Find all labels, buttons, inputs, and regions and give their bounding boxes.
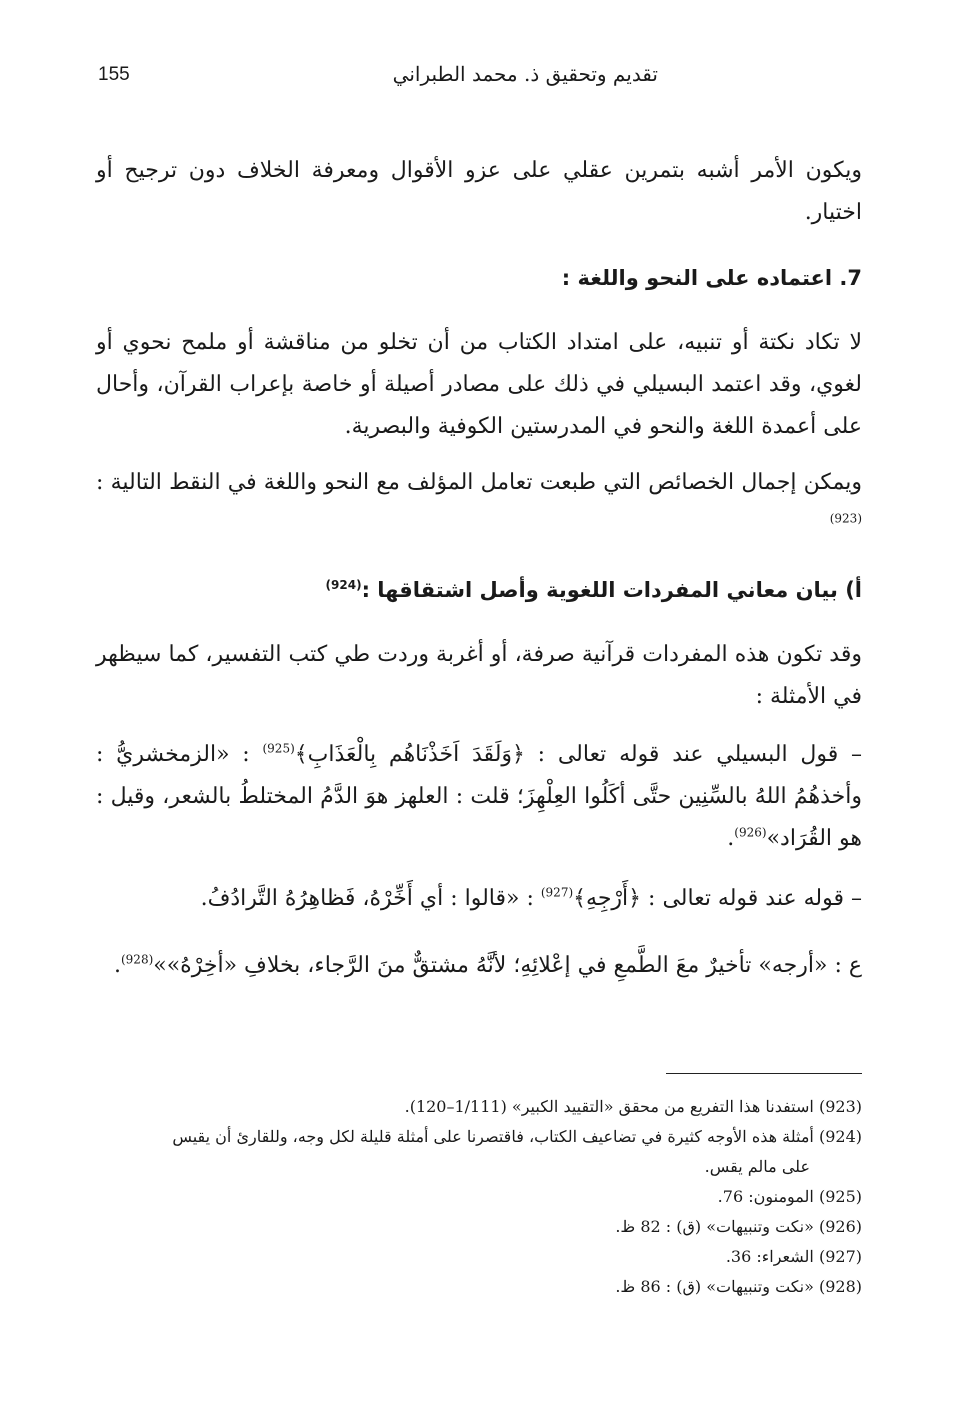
footnote-number: (924) (818, 1127, 862, 1146)
sub-heading-a (96, 572, 862, 608)
footnotes (96, 1092, 862, 1302)
paragraph-3-text: ويمكن إجمال الخصائص التي طبعت تعامل المؤلف مع النحو واللغة في النقط التالية : (96, 470, 862, 495)
footnote-925 (96, 1182, 862, 1212)
footnote-text: «نكت وتنبيهات» (ق) : 82 ظ. (615, 1217, 814, 1236)
paragraph-1: ويكون الأمر أشبه بتمرين عقلي على عزو الأقوال ومعرفة الخلاف دون ترجيح أو اختيار. (96, 158, 862, 225)
example-1-end: . (727, 826, 735, 851)
paragraph-4-block (96, 634, 862, 718)
paragraph-2: لا تكاد نكتة أو تنبيه، على امتداد الكتاب من أن تخلو من مناقشة أو ملمح نحوي أو لغوي، وقد اعتمد البسيلي في ذلك على مصادر أصيلة أو خاصة بإعراب القرآن، وأحال على أعمدة اللغة والنحو في المدرستين الكوفية والبصرية. (96, 330, 862, 439)
footnote-ref-928[interactable]: (928) (120, 952, 154, 967)
footnote-926 (96, 1212, 862, 1242)
footnote-text: الشعراء: 36. (725, 1247, 814, 1266)
footnote-text: أمثلة هذه الأوجه كثيرة في تضاعيف الكتاب، فاقتصرنا على أمثلة قليلة لكل وجه، وللقارئ أن يقيس (172, 1127, 814, 1146)
page-number: 155 (98, 64, 130, 85)
footnote-927 (96, 1242, 862, 1272)
footnote-number: (926) (818, 1217, 862, 1236)
quran-verse-1: ﴿وَلَقَدَ اَخَذْنَاهُم بِالْعَذَابِ﴾ (294, 742, 525, 767)
footnote-ref-923[interactable]: (923) (829, 511, 862, 526)
running-head: تقديم وتحقيق ذ. محمد الطبراني (392, 62, 658, 86)
footnote-number: (923) (818, 1097, 862, 1116)
example-3-block (96, 945, 862, 987)
footnote-928 (96, 1272, 862, 1302)
footnote-ref-925[interactable]: (925) (262, 741, 295, 756)
example-3-text: ع : «أرجه» تأخيرٌ معَ الطَّمعِ في إعْلائِهِ؛ لأنَّهُ مشتقٌّ منَ الرَّجاء، بخلافِ «أخِرْهُ»» (153, 953, 862, 978)
section-heading-7: 7. اعتماده على النحو واللغة : (561, 266, 862, 290)
footnote-number: (928) (818, 1277, 862, 1296)
footnote-ref-924[interactable]: (924) (325, 578, 362, 592)
example-1 (96, 734, 862, 860)
footnote-ref-926[interactable]: (926) (734, 825, 767, 840)
example-2-block (96, 878, 862, 920)
example-2-intro: – قوله عند قوله تعالى : (641, 886, 862, 911)
paragraph-3-block (96, 462, 862, 546)
paragraph-4: وقد تكون هذه المفردات قرآنية صرفة، أو أغربة وردت طي كتب التفسير، كما سيظهر في الأمثلة : (96, 642, 862, 709)
paragraph-3 (96, 462, 862, 546)
quran-verse-2: ﴿أَرْجِهِ﴾ (573, 886, 642, 911)
footnote-number: (925) (818, 1187, 862, 1206)
footnote-ref-927[interactable]: (927) (540, 885, 574, 900)
paragraph-2-block (96, 322, 862, 448)
example-3-end: . (113, 953, 121, 978)
footnote-924-continuation: على مالم يقس. (704, 1157, 810, 1176)
main-text (96, 150, 862, 234)
footnote-text: استفدنا هذا التفريع من محقق «التقييد الكبير» (1/111–120). (404, 1097, 814, 1116)
footnote-text: المومنون: 76. (717, 1187, 814, 1206)
sub-heading-a-text: أ) بيان معاني المفردات اللغوية وأصل اشتقاقها : (361, 578, 862, 602)
example-1-quote: : «الزمخشريُّ : وأخذهُمُ اللهُ بالسِّنِين حتَّى أكَلُوا العِلْهِزَ؛ قلت : العلهز هوَ الدَّمُ المختلطُ بالشعر، وقيل : هو القُرَاد» (96, 742, 862, 851)
example-1-block (96, 734, 862, 860)
example-1-intro: – قول البسيلي عند قوله تعالى : (524, 742, 862, 767)
example-2-quote: : «قالوا : أي أَخِّرْهُ، فَظاهِرُهُ التَّرادُفُ. (200, 886, 541, 911)
footnote-divider (666, 1073, 862, 1074)
footnote-924 (96, 1122, 862, 1152)
footnote-number: (927) (818, 1247, 862, 1266)
footnote-text: «نكت وتنبيهات» (ق) : 86 ظ. (615, 1277, 814, 1296)
footnote-923 (96, 1092, 862, 1122)
example-3 (96, 945, 862, 987)
example-2 (96, 878, 862, 920)
